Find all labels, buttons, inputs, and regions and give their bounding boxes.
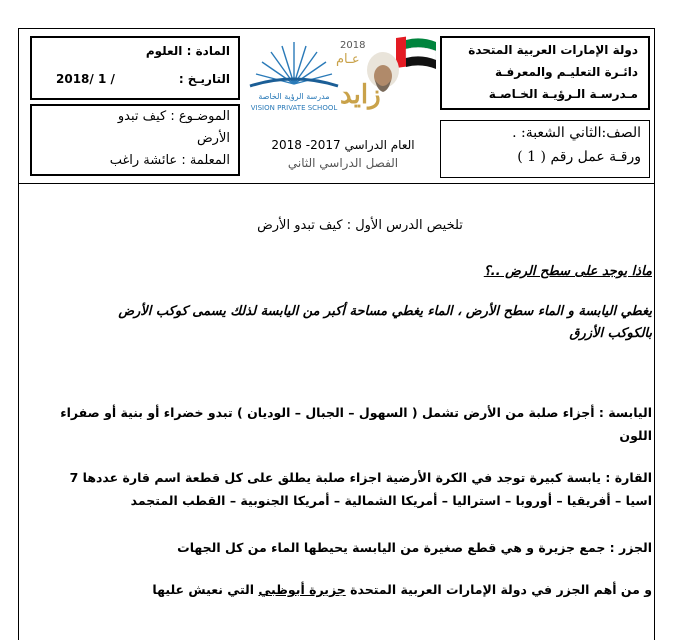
date-label: التاريـخ : xyxy=(178,72,230,86)
semester: الفصل الدراسي الثاني xyxy=(287,156,399,170)
important-prefix: و من أهم الجزر في دولة الإمارات العربية المتحدة xyxy=(350,582,652,597)
grade-section: الصف:الثاني الشعبة: . xyxy=(512,125,641,141)
topic-continuation: الأرض xyxy=(196,131,230,146)
question-heading: ماذا يوجد على سطح الرض ..؟ xyxy=(483,264,652,279)
year-of-zayed-logo xyxy=(336,36,438,116)
page-frame-right xyxy=(654,28,655,640)
header-divider xyxy=(18,183,654,184)
important-suffix: التي نعيش عليها xyxy=(152,582,255,597)
country-name: دولة الإمارات العربية المتحدة xyxy=(468,43,638,57)
important-underlined: جزيرة أبوظبي xyxy=(258,582,346,597)
lesson-title: تلخيص الدرس الأول : كيف تبدو الأرض xyxy=(257,218,463,233)
important-islands-line xyxy=(30,582,652,597)
academic-year: العام الدراسي 2017- 2018 xyxy=(271,138,415,152)
land-line-2: اللون xyxy=(619,428,652,443)
department-name: دائـرة التعليـم والمعرفـة xyxy=(495,65,638,79)
page-frame-top xyxy=(18,28,654,29)
topic-label: الموضـوع : كيف تبدو xyxy=(117,109,230,124)
school-logo-english: VISION PRIVATE SCHOOL xyxy=(250,104,338,112)
date-value: 2018/ 1 / xyxy=(56,72,115,86)
continent-line-2: اسيا – أفريقيا – أوروبا – استراليا – أمريكا الشمالية – أمريكا الجنوبية – القطب المتجمد xyxy=(130,493,652,508)
grade-worksheet-box xyxy=(440,120,650,178)
land-line-1: اليابسة : أجزاء صلبة من الأرض تشمل ( السهول – الجبال – الوديان ) تبدو خضراء أو بنية أو صفراء xyxy=(60,405,652,420)
school-name: مـدرسـة الـرؤيـة الخـاصـة xyxy=(488,87,638,101)
year-logo-number: 2018 xyxy=(340,40,366,51)
page-frame-left xyxy=(18,28,19,640)
worksheet-number: ورقـة عمل رقم ( 1 ) xyxy=(517,149,641,165)
subject-date-box xyxy=(30,36,240,100)
school-logo-icon xyxy=(244,36,344,94)
continent-line-1: القارة : يابسة كبيرة توجد في الكرة الأرضية اجزاء صلبة يطلق على كل قطعة اسم قارة عددها 7 xyxy=(69,470,652,485)
answer-line-1: يغطي اليابسة و الماء سطح الأرض ، الماء يغطي مساحة أكبر من اليابسة لذلك يسمى كوكب الأرض xyxy=(118,304,652,319)
teacher-name: المعلمة : عائشة راغب xyxy=(109,153,230,168)
islands-line: الجزر : جمع جزيرة و هي قطع صغيرة من اليابسة يحيطها الماء من كل الجهات xyxy=(177,540,652,555)
school-logo-arabic: مدرسة الرؤية الخاصة xyxy=(258,92,330,101)
ministry-box xyxy=(440,36,650,110)
subject-label: المادة : العلوم xyxy=(145,44,230,58)
year-logo-word: عـام xyxy=(336,52,360,67)
answer-line-2: بالكوكب الأزرق xyxy=(569,326,652,341)
year-logo-name: زايد xyxy=(340,80,381,110)
topic-teacher-box xyxy=(30,104,240,176)
school-logo xyxy=(244,36,344,116)
